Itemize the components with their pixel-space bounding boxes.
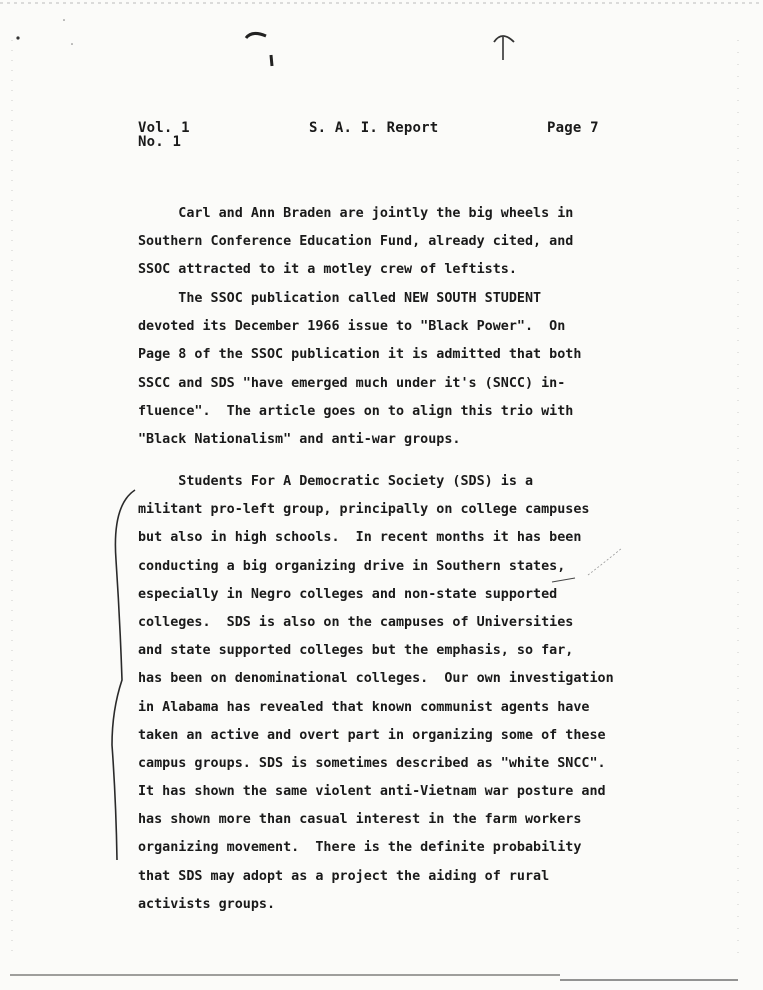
handwritten-bracket bbox=[112, 490, 135, 860]
text-line: activists groups. bbox=[138, 896, 276, 912]
text-line: that SDS may adopt as a project the aiding of rural bbox=[138, 868, 550, 884]
text-line: but also in high schools. In recent months it has been bbox=[138, 530, 582, 546]
text-line: conducting a big organizing drive in Southern states, bbox=[138, 558, 566, 574]
punch-mark-left-dot bbox=[271, 55, 272, 66]
header-volume: Vol. 1 bbox=[138, 120, 190, 136]
text-line: taken an active and overt part in organizing some of these bbox=[138, 727, 606, 743]
header-title: S. A. I. Report bbox=[309, 120, 439, 136]
text-line: in Alabama has revealed that known communist agents have bbox=[138, 699, 590, 715]
text-line: has shown more than casual interest in the farm workers bbox=[138, 812, 582, 828]
speck bbox=[63, 19, 65, 21]
paragraph-new-south-student bbox=[138, 285, 658, 454]
text-line: devoted its December 1966 issue to "Black Power". On bbox=[138, 319, 566, 335]
text-line: fluence". The article goes on to align this trio with bbox=[138, 403, 574, 419]
text-line: has been on denominational colleges. Our own investigation bbox=[138, 671, 614, 687]
text-line: militant pro-left group, principally on college campuses bbox=[138, 502, 590, 518]
text-line: campus groups. SDS is sometimes described as "white SNCC". bbox=[138, 755, 606, 771]
text-line: Page 8 of the SSOC publication it is admitted that both bbox=[138, 347, 582, 363]
header-number: No. 1 bbox=[138, 134, 182, 150]
text-line: Carl and Ann Braden are jointly the big wheels in bbox=[138, 206, 574, 221]
text-line: SSOC attracted to it a motley crew of leftists. bbox=[138, 262, 517, 278]
text-line: The SSOC publication called NEW SOUTH STUDENT bbox=[138, 291, 542, 306]
text-line: "Black Nationalism" and anti-war groups. bbox=[138, 431, 461, 447]
text-line: colleges. SDS is also on the campuses of Universities bbox=[138, 614, 574, 630]
text-line: Southern Conference Education Fund, already cited, and bbox=[138, 234, 574, 250]
punch-mark-right bbox=[494, 36, 514, 42]
paragraph-sds bbox=[138, 468, 658, 919]
text-line: Students For A Democratic Society (SDS) is a bbox=[138, 474, 534, 489]
text-line: SSCC and SDS "have emerged much under it's (SNCC) in- bbox=[138, 375, 566, 391]
speck bbox=[71, 43, 73, 45]
speck bbox=[16, 36, 19, 39]
text-line: It has shown the same violent anti-Vietnam war posture and bbox=[138, 784, 606, 800]
header-page-number: Page 7 bbox=[547, 120, 599, 136]
paragraph-braden bbox=[138, 200, 658, 285]
text-line: and state supported colleges but the emphasis, so far, bbox=[138, 643, 574, 659]
punch-mark-left bbox=[246, 33, 266, 38]
text-line: especially in Negro colleges and non-state supported bbox=[138, 586, 558, 602]
text-line: organizing movement. There is the definite probability bbox=[138, 840, 582, 856]
